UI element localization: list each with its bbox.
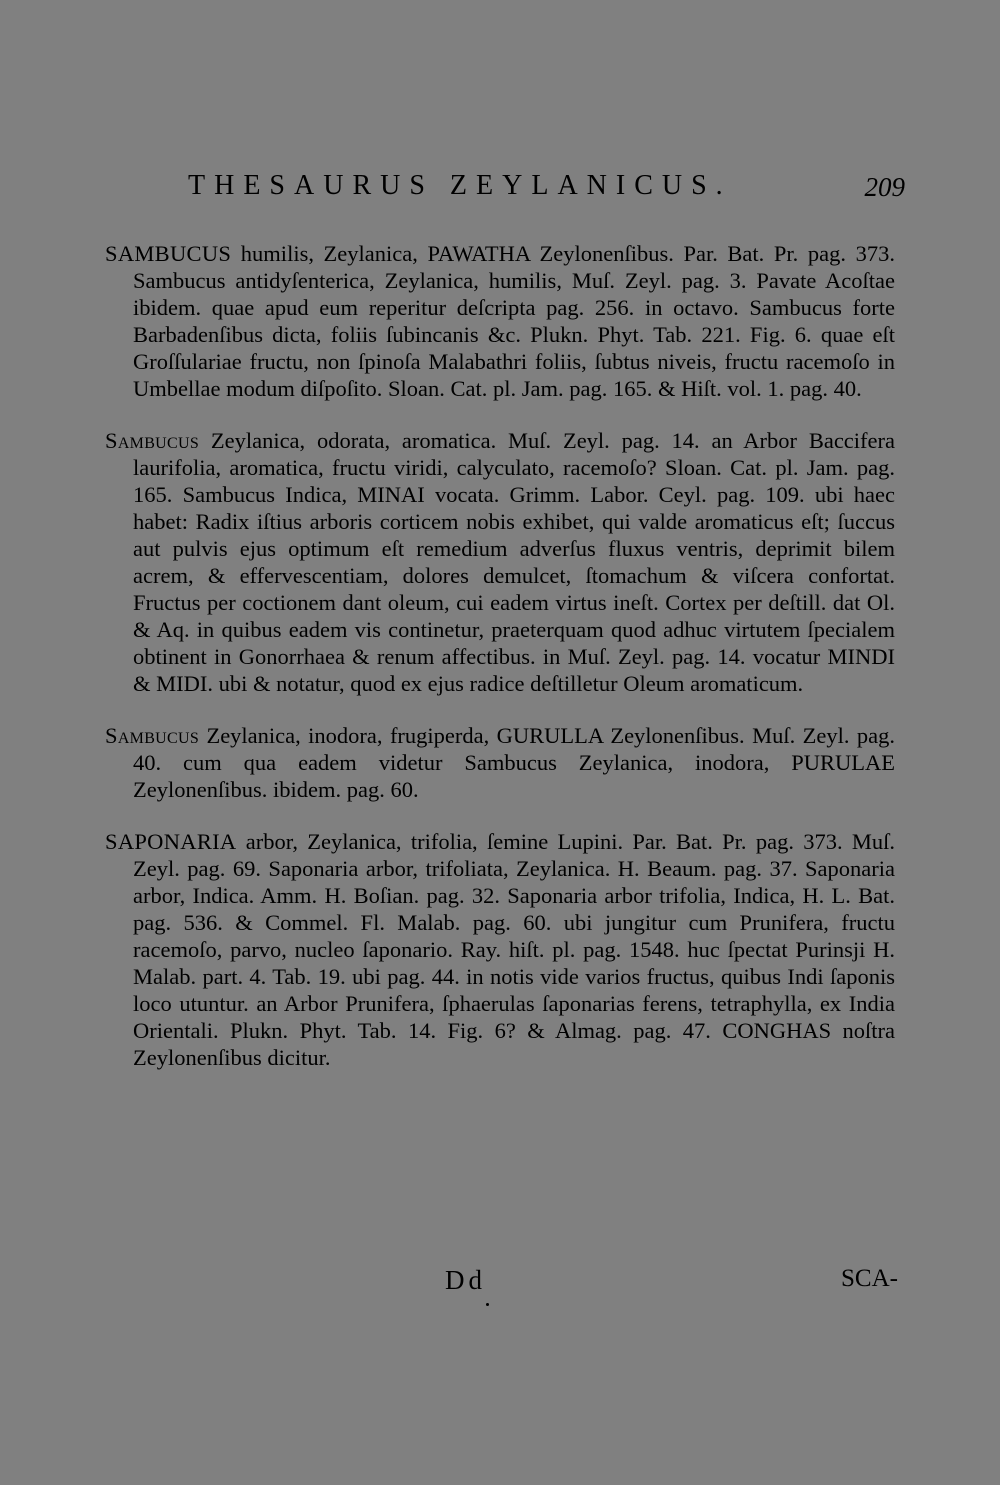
entry-saponaria [105,828,895,1071]
running-title: THESAURUS ZEYLANICUS. [188,170,732,201]
entry-text: arbor, Zeylanica, trifolia, ſemine Lupini. Par. Bat. Pr. pag. 373. Muſ. Zeyl. pag. 69. Saponaria arbor, trifoliata, Zeylanica. H. Beaum. pag. 37. Saponaria arbor, Indica. Amm. H. Boſian. pag. 32. Saponaria arbor trifolia, Indica, H. L. Bat. pag. 536. & Commel. Fl. Malab. pag. 60. ubi jungitur cum Prunifera, fructu racemoſo, parvo, nucleo ſaponario. Ray. hiſt. pl. pag. 1548. huc ſpectat Purinsji H. Malab. part. 4. Tab. 19. ubi pag. 44. in notis vide varios fructus, quibus Indi ſaponis loco utuntur. an Arbor Prunifera, ſphaerulas ſaponarias ferens, tetraphylla, ex India Orientali. Plukn. Phyt. Tab. 14. Fig. 6? & Almag. pag. 47. CONGHAS noſtra Zeylonenſibus dicitur. [133,829,895,1070]
entry-sambucus-odorata [105,427,895,697]
entry-text: Zeylanica, inodora, frugiperda, GURULLA Zeylonenſibus. Muſ. Zeyl. pag. 40. cum qua eadem videtur Sambucus Zeylanica, inodora, PURULAE Zeylonenſibus. ibidem. pag. 60. [133,723,895,802]
entry-headword: Sambucus [105,723,200,748]
signature-mark: Dd [445,1265,486,1295]
catchword: SCA- [841,1265,898,1292]
page-number: 209 [864,172,905,202]
entry-headword: SAPONARIA [105,829,237,854]
print-dot [486,1303,489,1306]
entry-headword: Sambucus [105,428,200,453]
entry-sambucus-inodora [105,722,895,803]
entry-text: Zeylanica, odorata, aromatica. Muſ. Zeyl. pag. 14. an Arbor Baccifera laurifolia, aromatica, fructu viridi, calyculato, racemoſo? Sloan. Cat. pl. Jam. pag. 165. Sambucus Indica, MINAI vocata. Grimm. Labor. Ceyl. pag. 109. ubi haec habet: Radix iſtius arboris corticem nobis exhibet, qui valde aromaticus eſt; ſuccus aut pulvis ejus optimum eſt remedium adverſus fluxus ventris, deprimit bilem acrem, & effervescentiam, dolores demulcet, ſtomachum & viſcera confortat. Fructus per coctionem dant oleum, cui eadem virtus ineſt. Cortex per deſtill. dat Ol. & Aq. in quibus eadem vis continetur, praeterquam quod adhuc virtutem ſpecialem obtinent in Gonorrhaea & renum affectibus. in Muſ. Zeyl. pag. 14. vocatur MINDI & MIDI. ubi & notatur, quod ex ejus radice deſtilletur Oleum aromaticum. [133,428,895,696]
entry-sambucus-humilis [105,240,895,402]
entry-text: humilis, Zeylanica, PAWATHA Zeylonenſibus. Par. Bat. Pr. pag. 373. Sambucus antidyſenterica, Zeylanica, humilis, Muſ. Zeyl. pag. 3. Pavate Acoſtae ibidem. quae apud eum reperitur deſcripta pag. 256. in octavo. Sambucus forte Barbadenſibus dicta, foliis ſubincanis &c. Plukn. Phyt. Tab. 221. Fig. 6. quae eſt Groſſulariae fructu, non ſpinoſa Malabathri foliis, ſubtus niveis, fructu racemoſo in Umbellae modum diſpoſito. Sloan. Cat. pl. Jam. pag. 165. & Hiſt. vol. 1. pag. 40. [133,241,895,401]
entry-list [105,240,895,1096]
entry-headword: SAMBUCUS [105,241,232,266]
